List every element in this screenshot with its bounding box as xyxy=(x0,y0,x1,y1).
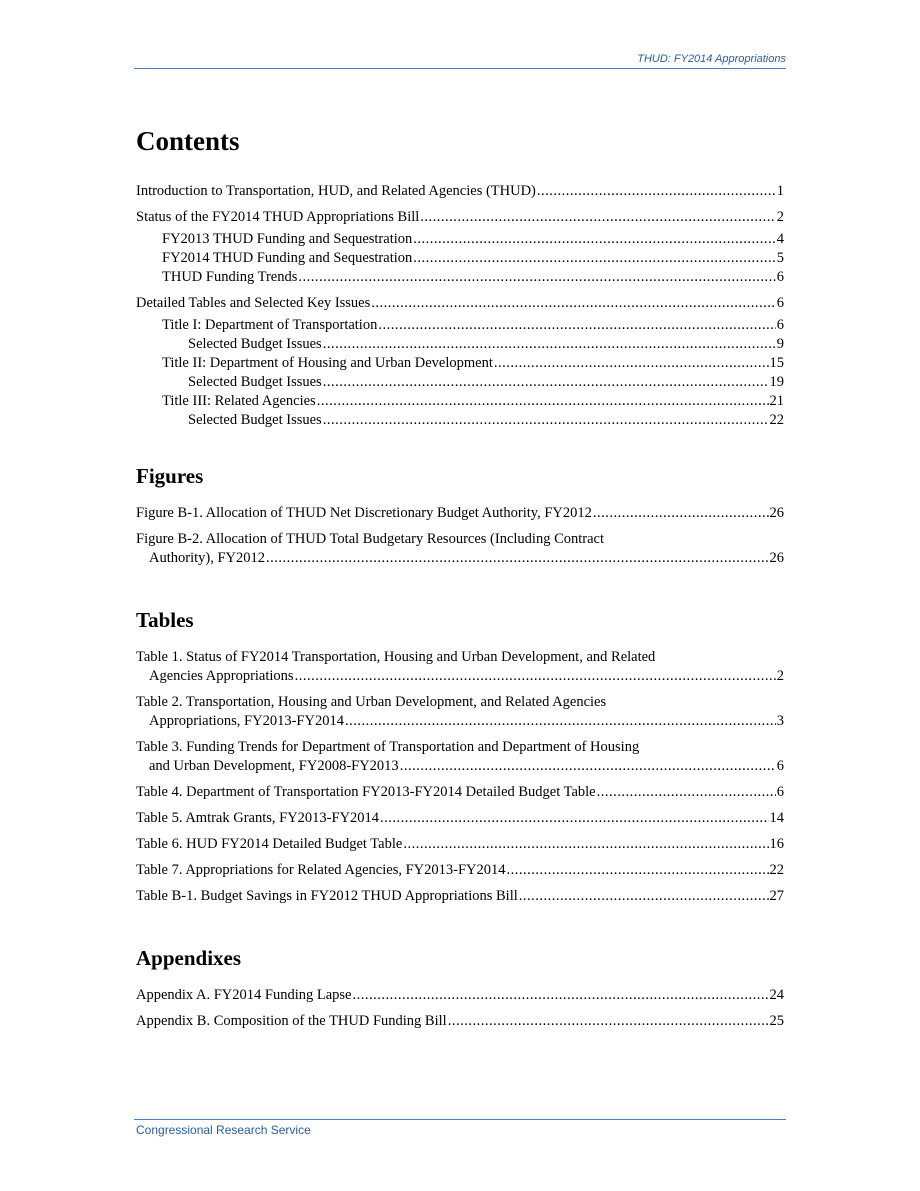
dot-leader xyxy=(448,1012,769,1031)
dot-leader xyxy=(323,411,769,430)
toc-entry-continuation xyxy=(136,712,784,731)
dot-leader xyxy=(380,809,768,828)
dot-leader xyxy=(323,373,769,392)
toc-entry[interactable] xyxy=(136,335,784,354)
toc-entry-page: 3 xyxy=(776,713,784,729)
toc-entry-multiline[interactable] xyxy=(136,738,784,776)
toc-entry-continuation xyxy=(136,757,784,776)
toc-entry-page: 14 xyxy=(769,810,784,826)
contents-section xyxy=(136,124,784,430)
appendixes-section xyxy=(136,945,784,1031)
toc-entry-page: 16 xyxy=(769,836,784,852)
toc-entry-page: 2 xyxy=(776,668,784,684)
running-header: THUD: FY2014 Appropriations xyxy=(637,53,786,65)
toc-entry-page: 2 xyxy=(776,209,784,225)
toc-entry[interactable] xyxy=(136,354,784,373)
toc-entry-title: FY2013 THUD Funding and Sequestration xyxy=(162,231,413,247)
dot-leader xyxy=(345,712,776,731)
figures-heading: Figures xyxy=(136,464,204,488)
toc-entry-title: Table 6. HUD FY2014 Detailed Budget Table xyxy=(136,836,403,852)
toc-entry-page: 25 xyxy=(769,1013,784,1029)
toc-entry[interactable] xyxy=(136,268,784,287)
toc-entry[interactable] xyxy=(136,249,784,268)
dot-leader xyxy=(371,294,775,313)
toc-entry-page: 26 xyxy=(769,550,784,566)
toc-entry[interactable] xyxy=(136,986,784,1005)
toc-entry-multiline[interactable] xyxy=(136,648,784,686)
toc-entry[interactable] xyxy=(136,783,784,802)
toc-entry[interactable] xyxy=(136,1012,784,1031)
toc-entry-page: 22 xyxy=(769,862,784,878)
toc-entry[interactable] xyxy=(136,861,784,880)
toc-entry[interactable] xyxy=(136,809,784,828)
toc-entry[interactable] xyxy=(136,294,784,313)
dot-leader xyxy=(537,182,776,201)
tables-section xyxy=(136,607,784,906)
toc-entry-title: Title I: Department of Transportation xyxy=(162,317,378,333)
toc-entry-page: 5 xyxy=(776,250,784,266)
toc-entry-title: Authority), FY2012 xyxy=(149,550,265,566)
toc-entry-title: Table 5. Amtrak Grants, FY2013-FY2014 xyxy=(136,810,380,826)
toc-entry-page: 19 xyxy=(769,374,784,390)
toc-entry-title: Selected Budget Issues xyxy=(188,412,322,428)
toc-entry-title: Figure B-1. Allocation of THUD Net Discretionary Budget Authority, FY2012 xyxy=(136,505,592,521)
toc-entry-page: 4 xyxy=(776,231,784,247)
toc-entry[interactable] xyxy=(136,230,784,249)
toc-entry-page: 26 xyxy=(769,505,784,521)
toc-entry-page: 6 xyxy=(776,269,784,285)
toc-entry-title-line1: Table 3. Funding Trends for Department of Transportation and Department of Housing xyxy=(136,739,640,755)
dot-leader xyxy=(420,208,775,227)
toc-entry[interactable] xyxy=(136,392,784,411)
toc-entry-title: Selected Budget Issues xyxy=(188,374,322,390)
toc-entry-title: Table 7. Appropriations for Related Agencies, FY2013-FY2014 xyxy=(136,862,506,878)
dot-leader xyxy=(506,861,768,880)
dot-leader xyxy=(403,835,768,854)
toc-entry-title-line1: Figure B-2. Allocation of THUD Total Budgetary Resources (Including Contract xyxy=(136,531,605,547)
toc-entry-continuation xyxy=(136,549,784,568)
toc-entry-title: Status of the FY2014 THUD Appropriations Bill xyxy=(136,209,420,225)
toc-entry-title: Selected Budget Issues xyxy=(188,336,322,352)
footer-rule xyxy=(134,1119,786,1120)
toc-entry-title: Appendix B. Composition of the THUD Funding Bill xyxy=(136,1013,447,1029)
toc-entry-page: 21 xyxy=(769,393,784,409)
toc-entry[interactable] xyxy=(136,208,784,227)
dot-leader xyxy=(597,783,776,802)
toc-entry-title: and Urban Development, FY2008-FY2013 xyxy=(149,758,399,774)
toc-entry-page: 9 xyxy=(776,336,784,352)
figures-section xyxy=(136,463,784,568)
toc-entry-multiline[interactable] xyxy=(136,693,784,731)
toc-entry-continuation xyxy=(136,667,784,686)
dot-leader xyxy=(266,549,769,568)
toc-entry-title: Appendix A. FY2014 Funding Lapse xyxy=(136,987,352,1003)
toc-entry-title: FY2014 THUD Funding and Sequestration xyxy=(162,250,413,266)
toc-entry-page: 24 xyxy=(769,987,784,1003)
toc-entry-title-line1: Table 2. Transportation, Housing and Urban Development, and Related Agencies xyxy=(136,694,607,710)
running-footer: Congressional Research Service xyxy=(136,1123,311,1137)
toc-entry-page: 6 xyxy=(776,317,784,333)
toc-entry-title: Title III: Related Agencies xyxy=(162,393,316,409)
dot-leader xyxy=(378,316,775,335)
toc-entry-title: THUD Funding Trends xyxy=(162,269,298,285)
toc-entry[interactable] xyxy=(136,373,784,392)
dot-leader xyxy=(400,757,776,776)
toc-entry-page: 27 xyxy=(769,888,784,904)
toc-entry-page: 6 xyxy=(776,758,784,774)
dot-leader xyxy=(413,249,775,268)
toc-entry-title-line1: Table 1. Status of FY2014 Transportation, Housing and Urban Development, and Related xyxy=(136,649,656,665)
dot-leader xyxy=(519,887,769,906)
dot-leader xyxy=(494,354,769,373)
dot-leader xyxy=(298,268,775,287)
dot-leader xyxy=(317,392,769,411)
appendixes-heading: Appendixes xyxy=(136,946,242,970)
toc-entry-title: Table 4. Department of Transportation FY2013-FY2014 Detailed Budget Table xyxy=(136,784,596,800)
toc-entry-page: 6 xyxy=(776,295,784,311)
toc-entry-title: Agencies Appropriations xyxy=(149,668,294,684)
toc-entry[interactable] xyxy=(136,182,784,201)
toc-entry-page: 1 xyxy=(776,183,784,199)
dot-leader xyxy=(323,335,776,354)
header-rule xyxy=(134,68,786,69)
toc-entry-title: Introduction to Transportation, HUD, and Related Agencies (THUD) xyxy=(136,183,536,199)
contents-heading: Contents xyxy=(136,126,240,156)
toc-entry-page: 15 xyxy=(769,355,784,371)
toc-entry[interactable] xyxy=(136,835,784,854)
contents-list xyxy=(136,182,784,430)
dot-leader xyxy=(352,986,768,1005)
toc-entry[interactable] xyxy=(136,316,784,335)
dot-leader xyxy=(413,230,775,249)
toc-entry-page: 6 xyxy=(776,784,784,800)
toc-entry-title: Title II: Department of Housing and Urban Development xyxy=(162,355,493,371)
toc-entry[interactable] xyxy=(136,887,784,906)
toc-entry-title: Appropriations, FY2013-FY2014 xyxy=(149,713,344,729)
toc-entry-title: Table B-1. Budget Savings in FY2012 THUD Appropriations Bill xyxy=(136,888,518,904)
toc-entry-multiline[interactable] xyxy=(136,530,784,568)
toc-entry[interactable] xyxy=(136,504,784,523)
toc-entry-title: Detailed Tables and Selected Key Issues xyxy=(136,295,371,311)
toc-page xyxy=(136,124,784,1070)
toc-entry[interactable] xyxy=(136,411,784,430)
dot-leader xyxy=(295,667,776,686)
tables-heading: Tables xyxy=(136,608,194,632)
toc-entry-page: 22 xyxy=(769,412,784,428)
dot-leader xyxy=(593,504,769,523)
